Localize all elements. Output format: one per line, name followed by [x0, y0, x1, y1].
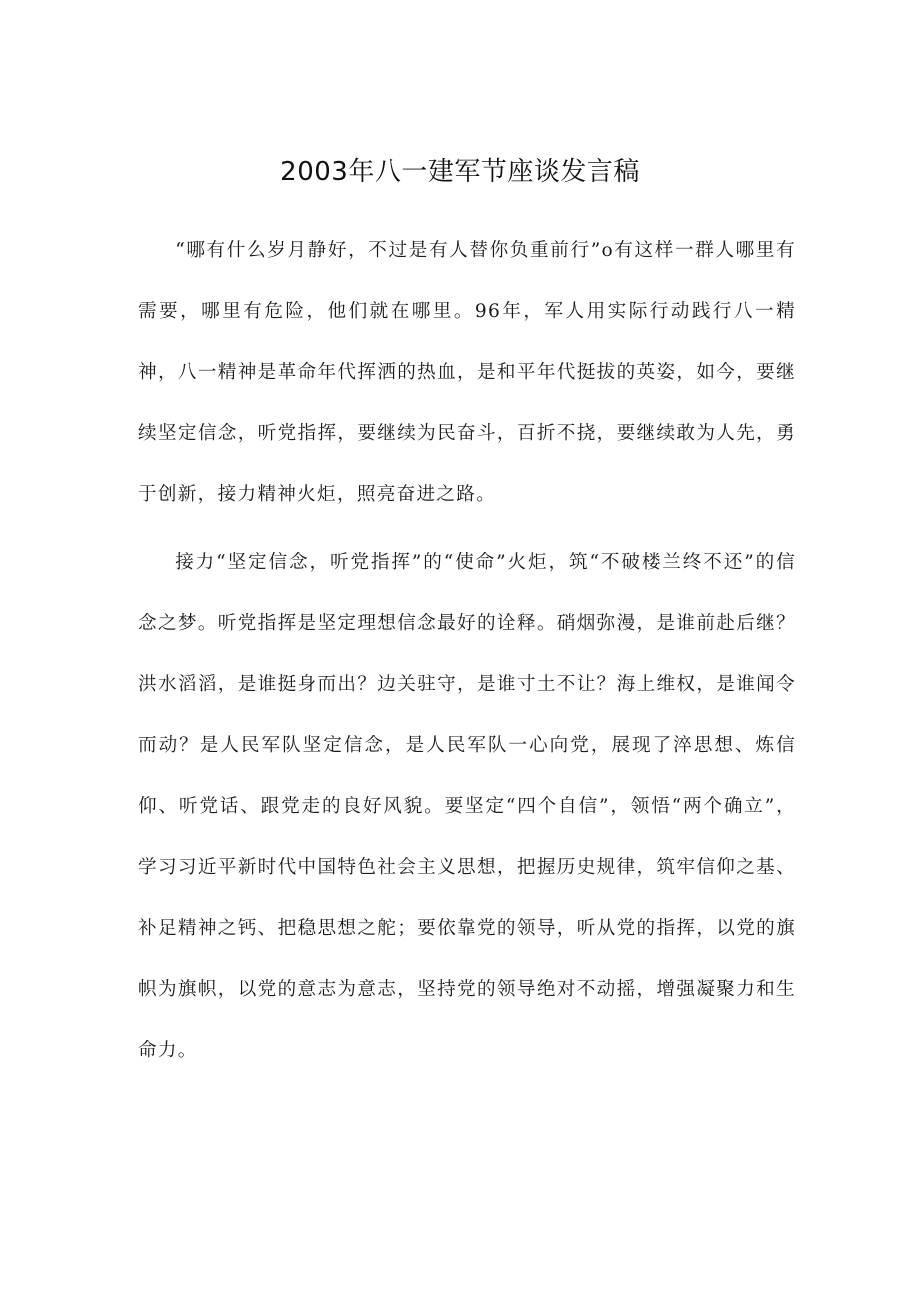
document-title: 2003年八一建军节座谈发言稿	[280, 157, 640, 187]
paragraph-2: 接力“坚定信念，听党指挥”的“使命”火炬，筑“不破楼兰终不还”的信念之梦。听党指挥是坚定理想信念最好的诠释。硝烟弥漫，是谁前赴后继？洪水滔滔，是谁挺身而出？边关驻守，是谁寸土不让？海上维权，是谁闻令而动？是人民军队坚定信念，是人民军队一心向党，展现了淬思想、炼信仰、听党话、跟党走的良好风貌。要坚定“四个自信”，领悟“两个确立”，学习习近平新时代中国特色社会主义思想，把握历史规律，筑牢信仰之基、补足精神之钙、把稳思想之舵；要依靠党的领导，听从党的指挥，以党的旗帜为旗帜，以党的意志为意志，坚持党的领导绝对不动摇，增强凝聚力和生命力。	[138, 552, 796, 1061]
paragraph-2-block	[138, 532, 796, 1081]
paragraph-1: “哪有什么岁月静好，不过是有人替你负重前行”o有这样一群人哪里有需要，哪里有危险，他们就在哪里。96年，军人用实际行动践行八一精神，八一精神是革命年代挥洒的热血，是和平年代挺拔的英姿，如今，要继续坚定信念，听党指挥，要继续为民奋斗，百折不挠，要继续敢为人先，勇于创新，接力精神火炬，照亮奋进之路。	[138, 240, 796, 505]
paragraph-1-block	[138, 220, 796, 525]
